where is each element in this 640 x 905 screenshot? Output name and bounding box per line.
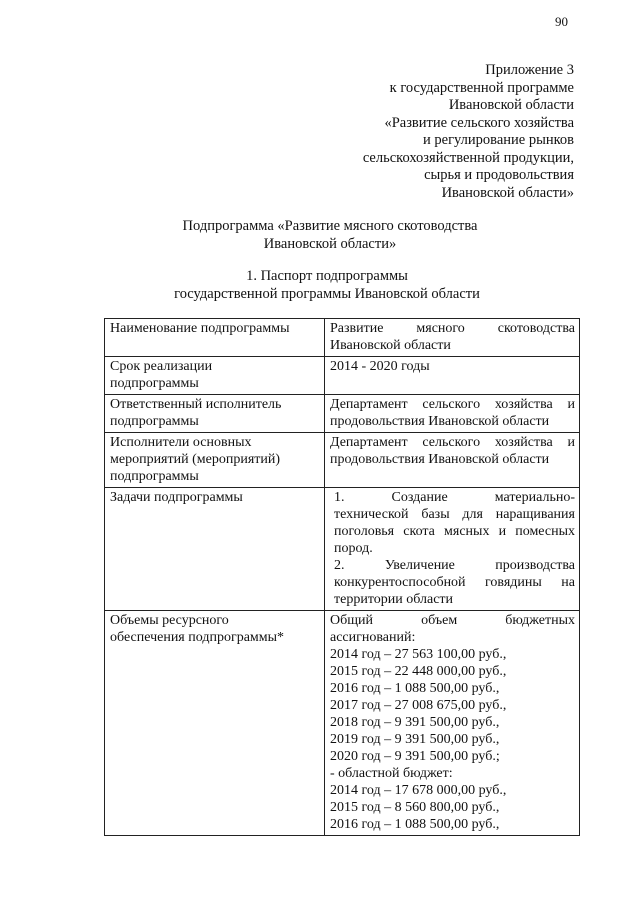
row-value bbox=[325, 488, 580, 611]
funding-year: 2015 год – 22 448 000,00 руб., bbox=[330, 664, 507, 679]
table-row bbox=[105, 395, 580, 433]
row-label: Исполнители основных мероприятий (мероприятий) подпрограммы bbox=[105, 433, 325, 488]
appendix-line: к государственной программе bbox=[389, 79, 574, 96]
regional-budget-label: - областной бюджет: bbox=[330, 766, 453, 781]
table-row bbox=[105, 433, 580, 488]
appendix-line: Приложение 3 bbox=[485, 62, 574, 78]
passport-title-line: государственной программы Ивановской области bbox=[174, 285, 480, 302]
row-label: Ответственный исполнитель подпрограммы bbox=[105, 395, 325, 433]
funding-year: 2020 год – 9 391 500,00 руб.; bbox=[330, 749, 500, 764]
row-label: Срок реализации подпрограммы bbox=[105, 357, 325, 395]
task-item: 2. Увеличение производства конкурентоспособной говядины на территории области bbox=[334, 558, 575, 607]
passport-title bbox=[0, 268, 640, 303]
funding-year: 2018 год – 9 391 500,00 руб., bbox=[330, 715, 500, 730]
subprogram-title-line: Ивановской области» bbox=[263, 235, 397, 252]
funding-year: 2019 год – 9 391 500,00 руб., bbox=[330, 732, 500, 747]
appendix-line: «Развитие сельского хозяйства bbox=[384, 114, 574, 131]
funding-year: 2017 год – 27 008 675,00 руб., bbox=[330, 698, 507, 713]
table-row bbox=[105, 319, 580, 357]
row-value: 2014 - 2020 годы bbox=[325, 357, 580, 395]
row-value: Департамент сельского хозяйства и продовольствия Ивановской области bbox=[325, 395, 580, 433]
row-value: Департамент сельского хозяйства и продовольствия Ивановской области bbox=[325, 433, 580, 488]
row-value: Развитие мясного скотоводства Ивановской области bbox=[325, 319, 580, 357]
appendix-line: Ивановской области» bbox=[441, 184, 574, 201]
funding-year: 2014 год – 27 563 100,00 руб., bbox=[330, 647, 507, 662]
subprogram-title bbox=[0, 218, 640, 253]
table-row bbox=[105, 488, 580, 611]
row-label: Наименование подпрограммы bbox=[105, 319, 325, 357]
row-label: Объемы ресурсного обеспечения подпрограммы* bbox=[105, 611, 325, 836]
row-value: Общий объем бюджетных ассигнований: 2014 год – 27 563 100,00 руб., 2015 год – 22 448 000,00 руб., 2016 год – 1 088 500,00 руб., 2017 год – 27 008 675,00 руб., 2018 год – 9 391 500,00 руб., 2019 год – 9 391 500,00 руб., 2020 год – 9 391 500,00 руб.; - областной бюджет: 2014 год – 17 678 000,00 руб., 2015 год – 8 560 800,00 руб., 2016 год – 1 088 500,00 руб., bbox=[325, 611, 580, 836]
funding-year: 2016 год – 1 088 500,00 руб., bbox=[330, 681, 500, 696]
table-row bbox=[105, 611, 580, 836]
task-item: 1. Создание материально- технической базы для наращивания поголовья скота мясных и помесных пород. bbox=[334, 490, 575, 556]
funding-year: 2016 год – 1 088 500,00 руб., bbox=[330, 817, 500, 832]
appendix-line: сырья и продовольствия bbox=[424, 167, 574, 183]
appendix-line: Ивановской области bbox=[448, 97, 574, 113]
table-row bbox=[105, 357, 580, 395]
appendix-line: сельскохозяйственной продукции, bbox=[362, 149, 574, 166]
passport-title-line: 1. Паспорт подпрограммы bbox=[246, 268, 408, 284]
funding-year: 2015 год – 8 560 800,00 руб., bbox=[330, 800, 500, 815]
page-number: 90 bbox=[555, 14, 568, 29]
funding-year: 2014 год – 17 678 000,00 руб., bbox=[330, 783, 507, 798]
appendix-line: и регулирование рынков bbox=[423, 132, 574, 148]
appendix-header bbox=[363, 62, 574, 202]
subprogram-title-line: Подпрограмма «Развитие мясного скотоводства bbox=[182, 218, 478, 234]
passport-table bbox=[104, 318, 580, 836]
row-label: Задачи подпрограммы bbox=[105, 488, 325, 611]
